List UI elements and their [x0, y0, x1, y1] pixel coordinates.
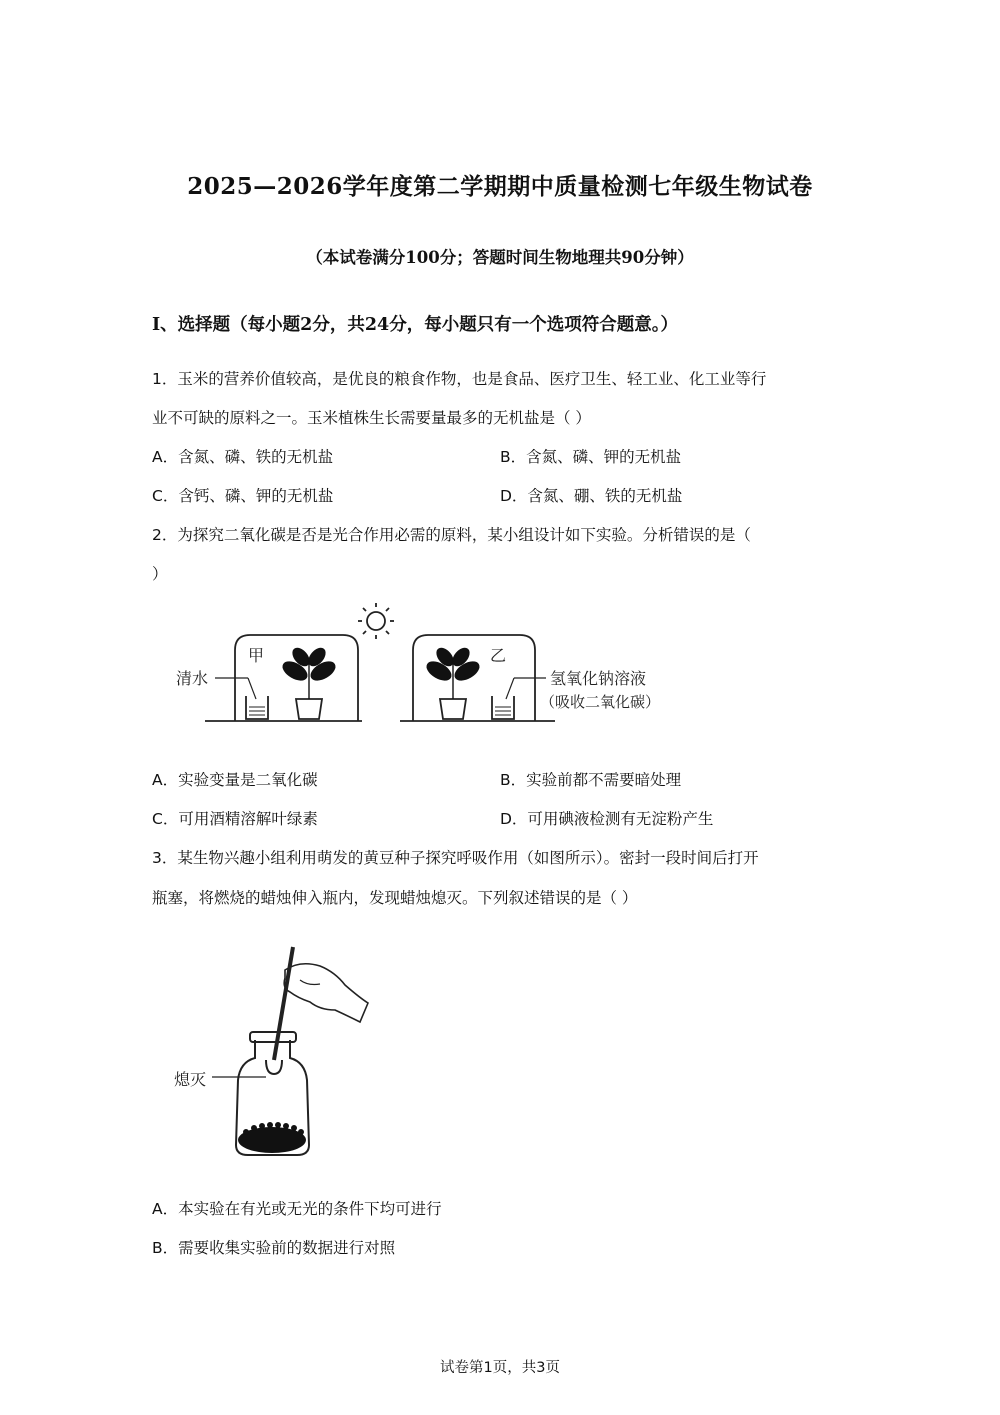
label-naoh: 氢氧化钠溶液 [550, 669, 647, 688]
label-water: 清水 [176, 669, 209, 688]
flower-pot-yi [440, 699, 466, 719]
page-subtitle: （本试卷满分100分；答题时间生物地理共90分钟） [306, 248, 694, 267]
soybean-seeds [238, 1122, 306, 1153]
label-yi: 乙 [490, 646, 507, 665]
question-2-option-a: A．实验变量是二氧化碳 [152, 771, 318, 789]
question-1-option-b: B．含氮、磷、钾的无机盐 [500, 448, 682, 466]
question-3-option-b: B．需要收集实验前的数据进行对照 [152, 1239, 396, 1257]
question-2-option-c: C．可用酒精溶解叶绿素 [152, 810, 318, 828]
plant-yi [424, 645, 482, 699]
beaker-naoh [492, 696, 514, 719]
question-1-option-c: C．含钙、磷、钾的无机盐 [152, 487, 334, 505]
question-1-option-a: A．含氮、磷、铁的无机盐 [152, 448, 334, 466]
question-2-line-1: 2．为探究二氧化碳是否是光合作用必需的原料，某小组设计如下实验。分析错误的是（ [152, 526, 751, 544]
label-jia: 甲 [248, 646, 265, 665]
page-title: 2025—2026学年度第二学期期中质量检测七年级生物试卷 [187, 173, 813, 200]
plant-jia [280, 645, 338, 699]
beaker-water [246, 696, 268, 719]
question-1-line-1: 1．玉米的营养价值较高，是优良的粮食作物，也是食品、医疗卫生、轻工业、化工业等行 [152, 370, 767, 388]
question-3-option-a: A．本实验在有光或无光的条件下均可进行 [152, 1200, 442, 1218]
label-absorb-co2: （吸收二氧化碳） [540, 693, 661, 711]
page-footer: 试卷第1页，共3页 [440, 1360, 560, 1376]
question-2-figure [170, 595, 700, 730]
question-3-line-1: 3．某生物兴趣小组利用萌发的黄豆种子探究呼吸作用（如图所示）。密封一段时间后打开 [152, 849, 759, 867]
question-2-line-2: ） [152, 565, 168, 583]
burning-spoon [266, 1060, 282, 1074]
question-1-line-2: 业不可缺的原料之一。玉米植株生长需要量最多的无机盐是（ ） [152, 409, 591, 427]
question-3-figure [170, 940, 380, 1165]
question-2-option-b: B．实验前都不需要暗处理 [500, 771, 682, 789]
flower-pot-jia [296, 699, 322, 719]
hand-icon [284, 964, 368, 1022]
label-extinguished: 熄灭 [174, 1070, 207, 1089]
sun-icon [358, 603, 394, 639]
question-2-option-d: D．可用碘液检测有无淀粉产生 [500, 810, 714, 828]
question-3-line-2: 瓶塞，将燃烧的蜡烛伸入瓶内，发现蜡烛熄灭。下列叙述错误的是（ ） [152, 889, 638, 907]
question-1-option-d: D．含氮、硼、铁的无机盐 [500, 487, 683, 505]
section-heading: I、选择题（每小题2分，共24分，每小题只有一个选项符合题意。） [152, 315, 678, 335]
